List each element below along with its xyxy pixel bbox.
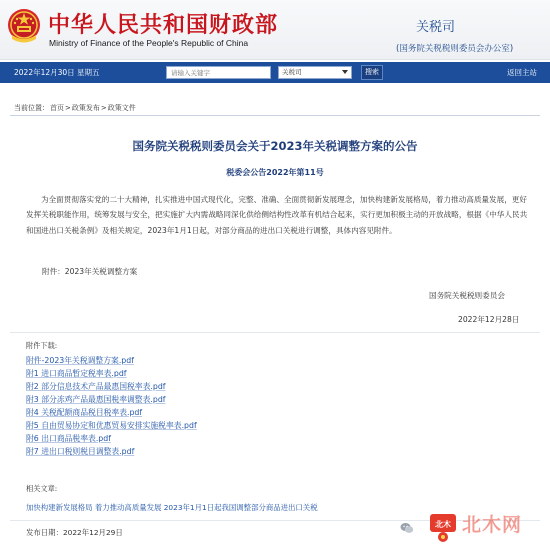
- site-title-english: Ministry of Finance of the People's Republic of China: [49, 38, 249, 48]
- breadcrumb-item-policy-documents[interactable]: 政策文件: [107, 104, 136, 112]
- department-subtitle: (国务院关税税则委员会办公室): [396, 44, 514, 54]
- divider: [10, 115, 540, 116]
- download-link[interactable]: 附7 进出口税则税目调整表.pdf: [26, 447, 135, 456]
- article-body: 为全面贯彻落实党的二十大精神，扎实推进中国式现代化，完整、准确、全面贯彻新发展理念，加快构建新发展格局，着力推动高质量发展，更好发挥关税职能作用，统筹发展与安全，把实施扩大内需战略同深化供给侧结构性改革有机结合起来，实行更加积极主动的开放战略，根据《中华人民共和国进出口关税条例》及相关规定，2023年1月1日起，对部分商品的进出口关税进行调整，具体内容见附件。: [26, 195, 528, 235]
- related-heading: 相关文章:: [26, 484, 58, 493]
- article-title: 国务院关税税则委员会关于2023年关税调整方案的公告: [132, 139, 418, 153]
- search-scope-value: 关税司: [282, 68, 302, 76]
- site-title: 中华人民共和国财政部: [48, 12, 279, 38]
- watermark-badge-icon: [429, 513, 457, 543]
- issuer-signature: 国务院关税税则委员会: [429, 291, 505, 300]
- divider: [10, 332, 540, 333]
- breadcrumb-prefix: 当前位置：: [14, 104, 49, 112]
- download-list: [26, 354, 197, 458]
- search-button[interactable]: 搜索: [361, 65, 383, 80]
- site-header: [0, 0, 550, 60]
- breadcrumb-separator: >: [65, 104, 71, 112]
- download-link[interactable]: 附5 自由贸易协定和优惠贸易安排实施税率表.pdf: [26, 421, 197, 430]
- chevron-down-icon: [342, 70, 348, 74]
- related-article-link[interactable]: 加快构建新发展格局 着力推动高质量发展 2023年1月1日起我国调整部分商品进出口关税: [26, 503, 318, 512]
- breadcrumb: [14, 103, 137, 113]
- watermark-badge-text: 北木: [435, 520, 451, 529]
- search-input[interactable]: [166, 66, 271, 79]
- breadcrumb-item-home[interactable]: 首页: [50, 104, 64, 112]
- download-link[interactable]: 附2 部分信息技术产品最惠国税率表.pdf: [26, 382, 166, 391]
- breadcrumb-item-policy-release[interactable]: 政策发布: [71, 104, 100, 112]
- current-date: 2022年12月30日 星期五: [14, 68, 100, 77]
- download-link[interactable]: 附1 进口商品暂定税率表.pdf: [26, 369, 127, 378]
- document-number: 税委会公告2022年第11号: [226, 168, 324, 177]
- watermark-text: 北木网: [462, 514, 523, 536]
- search-scope-select[interactable]: [278, 66, 352, 79]
- attachment-note: 附件：2023年关税调整方案: [42, 267, 138, 276]
- download-link[interactable]: 附6 出口商品税率表.pdf: [26, 434, 111, 443]
- wechat-icon: [400, 521, 414, 535]
- return-home-link[interactable]: 返回主站: [507, 68, 537, 77]
- issue-date: 2022年12月28日: [458, 315, 520, 324]
- download-link[interactable]: 附件-2023年关税调整方案.pdf: [26, 356, 134, 365]
- breadcrumb-separator: >: [100, 104, 107, 112]
- top-nav-bar: [0, 62, 550, 83]
- publish-date: 发布日期：2022年12月29日: [26, 528, 123, 537]
- download-link[interactable]: 附3 部分冻鸡产品最惠国税率调整表.pdf: [26, 395, 166, 404]
- divider: [10, 520, 540, 521]
- national-emblem-icon: [6, 6, 42, 46]
- download-link[interactable]: 附4 关税配额商品税目税率表.pdf: [26, 408, 143, 417]
- downloads-heading: 附件下载:: [26, 341, 58, 350]
- department-name: 关税司: [416, 20, 456, 35]
